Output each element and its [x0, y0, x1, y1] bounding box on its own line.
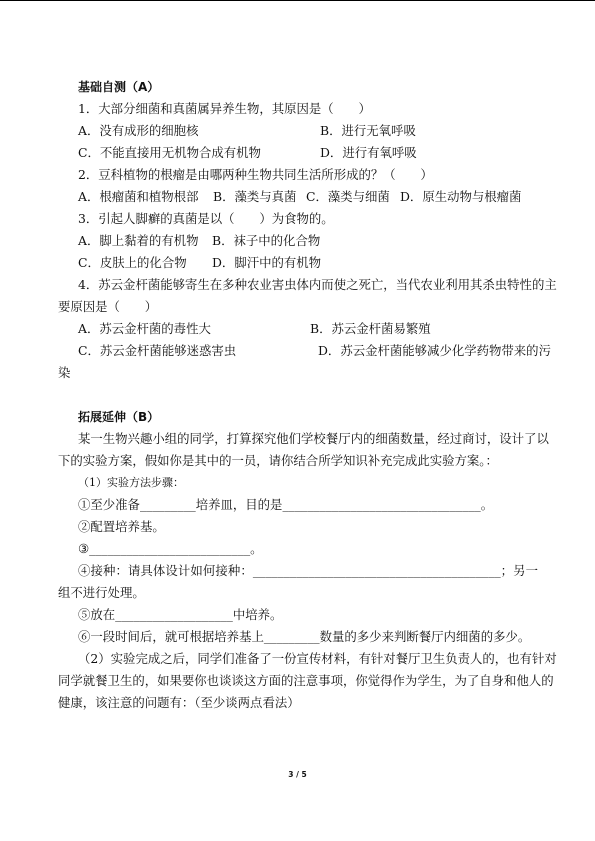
step-1-line: [0, 494, 595, 516]
question-1-options-row-1: [0, 120, 595, 142]
step-4-line: [0, 560, 595, 582]
question-4-stem-line-1: [0, 274, 595, 296]
question-4-stem-line-2: [0, 296, 595, 318]
question-3-option-c: C．皮肤上的化合物: [78, 255, 187, 270]
question-4-options-row-2: [0, 340, 595, 362]
intro-text-1: 某一生物兴趣小组的同学，打算探究他们学校餐厅内的细菌数量，经过商讨，设计了以: [78, 431, 549, 446]
question-2-stem: 2．豆科植物的根瘤是由哪两种生物共同生活所形成的？（ ）: [78, 167, 433, 182]
question-4-option-d: D．苏云金杆菌能够减少化学药物带来的污: [318, 343, 551, 358]
step-4-continued: 组不进行处理。: [58, 585, 145, 600]
section-a-title: 基础自测（A）: [78, 80, 160, 94]
step-3-line: [0, 538, 595, 560]
question-2-option-c: C．藻类与细菌: [306, 189, 390, 204]
question-4-stem-part-2: 要原因是（ ）: [58, 299, 158, 314]
question-1-stem-line: [0, 98, 595, 120]
intro-text-2: 下的实验方案，假如你是其中的一员，请你结合所学知识补充完成此实验方案。：: [58, 453, 498, 468]
question-2-options-row: [0, 186, 595, 208]
worksheet-content: [0, 76, 595, 714]
step-3: ③__________________________。: [78, 541, 263, 556]
question-4-option-a: A．苏云金杆菌的毒性大: [78, 321, 211, 336]
part-2-text-3: 健康，该注意的问题有：（至少谈两点看法）: [58, 695, 300, 710]
page-number: 3 / 5: [288, 770, 307, 779]
step-4: ④接种：请具体设计如何接种：________________________________________；另一: [78, 563, 538, 578]
step-5: ⑤放在___________________中培养。: [78, 607, 283, 622]
question-1-option-a: A．没有成形的细胞核: [78, 123, 199, 138]
section-spacer: [0, 384, 595, 406]
question-1-option-c: C．不能直接用无机物合成有机物: [78, 145, 261, 160]
question-3-stem: 3．引起人脚癣的真菌是以（ ）为食物的。: [78, 211, 334, 226]
question-3-option-a: A．脚上黏着的有机物: [78, 233, 199, 248]
question-4-option-d-continuation-line: [0, 362, 595, 384]
question-4-option-d-continued: 染: [58, 365, 71, 380]
step-6: ⑥一段时间后，就可根据培养基上_________数量的多少来判断餐厅内细菌的多少。: [78, 629, 531, 644]
question-4-options-row-1: [0, 318, 595, 340]
section-b-title: 拓展延伸（B）: [78, 410, 160, 424]
question-2-option-a: A．根瘤菌和植物根部: [78, 189, 199, 204]
step-5-line: [0, 604, 595, 626]
step-2: ②配置培养基。: [78, 519, 165, 534]
part-2-text-1: （2）实验完成之后，同学们准备了一份宣传材料，有针对餐厅卫生负责人的，也有针对: [78, 651, 557, 666]
section-a-heading-line: [0, 76, 595, 98]
question-4-option-c: C．苏云金杆菌能够迷惑害虫: [78, 343, 237, 358]
part-2-line-1: [0, 648, 595, 670]
question-3-option-d: D．脚汗中的有机物: [212, 255, 322, 270]
question-3-options-row-1: [0, 230, 595, 252]
intro-line-2: [0, 450, 595, 472]
question-4-stem-part-1: 4．苏云金杆菌能够寄生在多种农业害虫体内而使之死亡，当代农业利用其杀虫特性的主: [78, 277, 557, 292]
question-1-option-d: D．进行有氧呼吸: [320, 145, 417, 160]
part-1-heading-line: [0, 472, 595, 494]
part-2-text-2: 同学就餐卫生的，如果要你也谈谈这方面的注意事项，你觉得作为学生，为了自身和他人的: [58, 673, 554, 688]
question-3-stem-line: [0, 208, 595, 230]
question-2-option-b: B．藻类与真菌: [213, 189, 297, 204]
step-6-line: [0, 626, 595, 648]
question-4-option-b: B．苏云金杆菌易繁殖: [310, 321, 431, 336]
part-2-line-3: [0, 692, 595, 714]
question-1-options-row-2: [0, 142, 595, 164]
question-3-option-b: B．袜子中的化合物: [212, 233, 321, 248]
question-2-option-d: D．原生动物与根瘤菌: [400, 189, 522, 204]
question-1-option-b: B．进行无氧呼吸: [320, 123, 416, 138]
question-2-stem-line: [0, 164, 595, 186]
step-4-continuation-line: [0, 582, 595, 604]
question-3-options-row-2: [0, 252, 595, 274]
question-1-stem: 1．大部分细菌和真菌属异养生物，其原因是（ ）: [78, 101, 371, 116]
part-2-line-2: [0, 670, 595, 692]
part-1-heading: （1）实验方法步骤：: [78, 476, 184, 489]
header-rule: [0, 0, 595, 1]
step-1: ①至少准备_________培养皿，目的是________________________________。: [78, 497, 494, 512]
section-b-heading-line: [0, 406, 595, 428]
intro-line-1: [0, 428, 595, 450]
step-2-line: [0, 516, 595, 538]
